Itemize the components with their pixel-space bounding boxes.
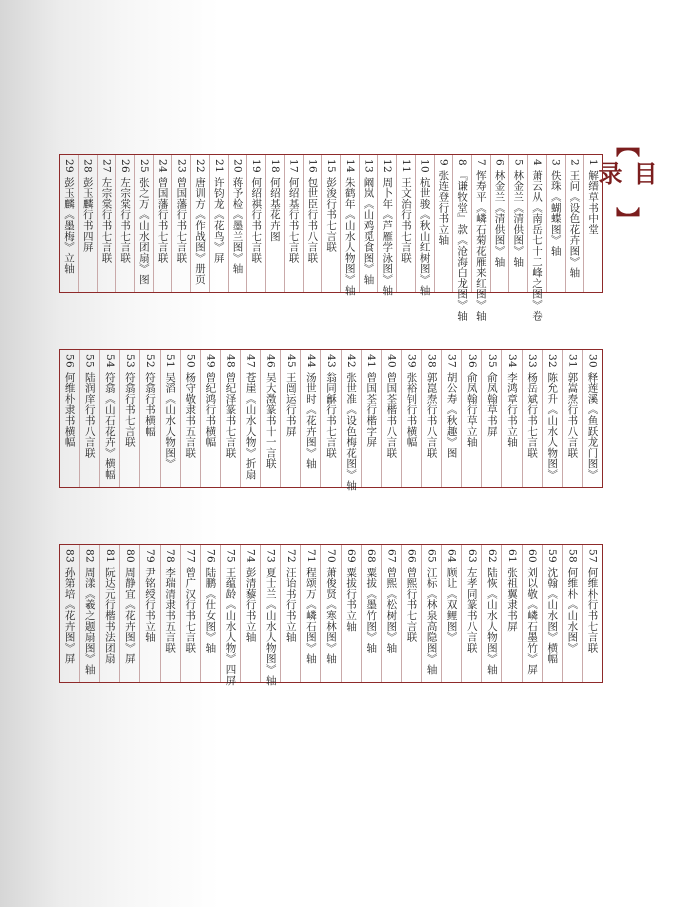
toc-entry-text: 33 杨岳斌行书七言联 xyxy=(526,354,539,458)
toc-entry[interactable] xyxy=(320,545,340,682)
toc-entry[interactable] xyxy=(481,350,501,487)
toc-entry-text: 40 曾国荃楷书八言联 xyxy=(385,354,398,458)
toc-entry-text: 51 吴滔《山水人物图》 xyxy=(164,354,177,469)
toc-entry-text: 5 林金兰《清供图》轴 xyxy=(512,159,525,267)
toc-entry-text: 70 萧俊贤《寒林图》轴 xyxy=(325,549,338,664)
toc-entry-text: 23 曾国藩行书七言联 xyxy=(175,159,188,263)
toc-entry-text: 62 陆恢《山水人物图》轴 xyxy=(485,549,498,675)
toc-entry-text: 58 何维朴《山水图》 xyxy=(566,549,579,653)
toc-entry[interactable] xyxy=(153,155,172,292)
toc-entry[interactable] xyxy=(542,545,562,682)
toc-entry-text: 25 张之万《山水团扇》图 xyxy=(137,159,150,285)
title-text: 目录 xyxy=(594,161,658,189)
toc-entry[interactable] xyxy=(421,350,441,487)
toc-entry[interactable] xyxy=(546,155,565,292)
toc-entry-text: 2 王问《设色花卉图》轴 xyxy=(568,159,581,278)
toc-entry-text: 21 许钧龙《花鸟》屏 xyxy=(212,159,225,263)
toc-entry[interactable] xyxy=(300,350,320,487)
toc-entry[interactable] xyxy=(415,155,434,296)
toc-entry-text: 52 符翕行书横幅 xyxy=(144,354,157,437)
toc-entry[interactable] xyxy=(228,155,247,292)
toc-entry[interactable] xyxy=(115,155,134,292)
toc-entry-text: 81 阮达元行楷书法团扇 xyxy=(103,549,116,664)
toc-entry-text: 15 彭浚行书七言联 xyxy=(325,159,338,253)
toc-entry[interactable] xyxy=(481,545,501,682)
title-bracket-open: 【 xyxy=(611,133,641,161)
toc-entry[interactable] xyxy=(461,350,481,487)
toc-entry-text: 43 翁同龢行书七言联 xyxy=(325,354,338,458)
toc-entry-text: 46 吴大澂篆书十一言联 xyxy=(264,354,277,469)
toc-entry-text: 65 江标《林泉高隐图》轴 xyxy=(425,549,438,675)
toc-entry[interactable] xyxy=(78,155,97,292)
toc-entry-text: 10 杭世骏《秋山红树图》轴 xyxy=(418,159,431,296)
toc-entry-text: 69 粟拔行书立轴 xyxy=(345,549,358,632)
toc-entry[interactable] xyxy=(280,545,300,682)
toc-entry-text: 59 沈翰《山水图》横幅 xyxy=(546,549,559,664)
toc-entry-text: 48 曾纪泽篆书七言联 xyxy=(224,354,237,458)
toc-section-2 xyxy=(59,349,603,491)
toc-entry[interactable] xyxy=(341,350,361,491)
toc-entry-text: 42 张世准《设色梅花图》轴 xyxy=(345,354,358,491)
toc-entry[interactable] xyxy=(280,350,300,487)
toc-entry[interactable] xyxy=(160,545,180,682)
toc-entry[interactable] xyxy=(361,545,381,682)
toc-entry[interactable] xyxy=(522,545,542,682)
toc-entry[interactable] xyxy=(139,350,159,487)
toc-entry-text: 63 左孝同篆书八言联 xyxy=(465,549,478,653)
toc-entry[interactable] xyxy=(320,350,340,487)
toc-entry-text: 7 恽寿平《嶙石菊花雁来红图》轴 xyxy=(474,159,487,321)
toc-entry-text: 53 符翕行书七言联 xyxy=(123,354,136,448)
toc-entry[interactable] xyxy=(501,350,521,487)
toc-entry-text: 55 陆润庠行书八言联 xyxy=(83,354,96,458)
toc-entry-text: 11 王文治行书七言联 xyxy=(399,159,412,263)
toc-entry[interactable] xyxy=(119,350,139,487)
toc-entry[interactable] xyxy=(265,155,284,292)
toc-entry[interactable] xyxy=(97,155,116,292)
toc-entry-text: 49 曾纪鸿行书横幅 xyxy=(204,354,217,448)
toc-entry[interactable] xyxy=(209,155,228,292)
toc-entry[interactable] xyxy=(260,350,280,487)
toc-entry[interactable] xyxy=(303,155,322,292)
toc-entry[interactable] xyxy=(583,155,602,292)
toc-entry[interactable] xyxy=(340,155,359,296)
toc-entry[interactable] xyxy=(119,545,139,682)
toc-entry-text: 24 曾国藩行书七言联 xyxy=(156,159,169,263)
toc-entry[interactable] xyxy=(99,545,119,682)
toc-entry-text: 28 彭玉麟行书四屏 xyxy=(81,159,94,253)
toc-entry-text: 41 曾国荃行楷字屏 xyxy=(365,354,378,448)
toc-entry-text: 9 张连登行书立轴 xyxy=(437,159,450,246)
toc-entry[interactable] xyxy=(200,350,220,487)
title-bracket-close: 】 xyxy=(611,207,641,235)
toc-entry-text: 36 俞凤翰行草立轴 xyxy=(465,354,478,448)
toc-entry[interactable] xyxy=(260,545,280,686)
toc-entry[interactable] xyxy=(452,155,471,321)
toc-entry[interactable] xyxy=(60,545,79,682)
toc-entry-text: 14 朱鹤年《山水人物图》轴 xyxy=(343,159,356,296)
toc-entry[interactable] xyxy=(200,545,220,682)
toc-entry[interactable] xyxy=(180,350,200,487)
toc-entry-text: 30 释莲溪《鱼跃龙门图》 xyxy=(586,354,599,480)
toc-entry-text: 61 张祖翼隶书屏 xyxy=(506,549,518,632)
toc-entry[interactable] xyxy=(134,155,153,292)
toc-entry-text: 79 尹铭绶行书立轴 xyxy=(144,549,157,643)
toc-entry-text: 68 粟拔《墨竹图》轴 xyxy=(365,549,378,653)
toc-entry-text: 22 唐训方《作战图》册页 xyxy=(194,159,207,285)
toc-entry-text: 72 汪诒书行书立轴 xyxy=(284,549,297,643)
toc-entry[interactable] xyxy=(171,155,190,292)
toc-entry-text: 82 周漾《羲之题扇图》轴 xyxy=(83,549,96,675)
toc-entry-text: 39 张裕钊行书横幅 xyxy=(405,354,418,448)
toc-entry-text: 26 左宗棠行书七言联 xyxy=(119,159,132,263)
toc-entry-text: 37 胡公寿《秋趣》图 xyxy=(445,354,458,458)
toc-entry[interactable] xyxy=(180,545,200,682)
toc-entry-text: 78 李瑞清隶书五言联 xyxy=(164,549,177,653)
toc-entry[interactable] xyxy=(582,545,602,682)
toc-entry-text: 16 包世臣行书八言联 xyxy=(306,159,319,263)
toc-entry[interactable] xyxy=(508,155,527,292)
toc-entry[interactable] xyxy=(60,350,79,487)
toc-entry-text: 44 汤世时《花卉图》轴 xyxy=(304,354,317,469)
toc-entry[interactable] xyxy=(359,155,378,292)
toc-entry-text: 8 『谦牧堂』款《沧海白龙图》轴 xyxy=(456,159,469,321)
toc-entry[interactable] xyxy=(321,155,340,292)
toc-entry-text: 83 孙第培《花卉图》屏 xyxy=(63,549,76,664)
toc-entry[interactable] xyxy=(377,155,396,296)
toc-entry-text: 18 何绍基花卉图 xyxy=(268,159,281,242)
toc-entry[interactable] xyxy=(246,155,265,292)
toc-entry-text: 47 苍崖《山水人物》折扇 xyxy=(244,354,257,480)
toc-entry-text: 60 刘以敬《嶙石墨竹》屏 xyxy=(526,549,539,675)
toc-entry-text: 34 李鸿章行书立轴 xyxy=(506,354,518,448)
toc-entry[interactable] xyxy=(220,350,240,487)
toc-entry[interactable] xyxy=(565,155,584,292)
toc-section-3 xyxy=(59,544,603,686)
toc-section-1 xyxy=(59,154,603,321)
toc-entry[interactable] xyxy=(582,350,602,487)
toc-entry-text: 77 曾广汉行书七言联 xyxy=(184,549,197,653)
toc-entry-text: 35 俞凤翰草书屏 xyxy=(485,354,498,437)
toc-entry-text: 32 陈允升《山水人物图》 xyxy=(546,354,559,480)
toc-entry[interactable] xyxy=(441,350,461,487)
toc-entry[interactable] xyxy=(190,155,209,292)
toc-entry[interactable] xyxy=(501,545,521,682)
toc-entry-text: 4 萧云从《南岳七十二峰之图》卷 xyxy=(530,159,543,321)
toc-entry-text: 50 杨守敬隶书五言联 xyxy=(184,354,197,458)
toc-entry-text: 3 佚珠《蝴蝶图》轴 xyxy=(549,159,562,257)
toc-entry-text: 17 何绍基行书七言联 xyxy=(287,159,300,263)
toc-entry-text: 71 程颂万《嶙石图》轴 xyxy=(304,549,317,664)
toc-entry[interactable] xyxy=(542,350,562,487)
toc-entry-text: 76 陆鹏《仕女图》轴 xyxy=(204,549,217,653)
toc-entry[interactable] xyxy=(401,545,421,682)
toc-entry[interactable] xyxy=(401,350,421,487)
toc-entry[interactable] xyxy=(490,155,509,292)
toc-entry[interactable] xyxy=(471,155,490,321)
toc-entry[interactable] xyxy=(160,350,180,487)
toc-entry[interactable] xyxy=(240,350,260,487)
toc-entry-text: 45 王闿运行书屏 xyxy=(284,354,297,437)
toc-entry-text: 38 郭崑焘行书八言联 xyxy=(425,354,438,458)
toc-entry[interactable] xyxy=(434,155,453,292)
toc-entry-text: 67 曾熙《松树图》轴 xyxy=(385,549,398,653)
toc-entry-text: 19 何绍祺行书七言联 xyxy=(250,159,263,263)
toc-entry[interactable] xyxy=(300,545,320,682)
toc-title xyxy=(594,133,658,235)
toc-entry[interactable] xyxy=(79,350,99,487)
toc-entry[interactable] xyxy=(421,545,441,682)
toc-entry-text: 56 何维朴隶书横幅 xyxy=(63,354,76,448)
toc-entry-text: 54 符翕《山石花卉》横幅 xyxy=(103,354,116,480)
toc-entry-text: 1 解缙草书中堂 xyxy=(587,159,600,235)
toc-entry[interactable] xyxy=(139,545,159,682)
toc-entry-text: 80 周静宜《花卉图》屏 xyxy=(123,549,136,664)
toc-entry-text: 6 林金兰《清供图》轴 xyxy=(493,159,506,267)
toc-entry-text: 29 彭玉麟《墨梅》立轴 xyxy=(63,159,76,274)
toc-entry[interactable] xyxy=(381,350,401,487)
toc-entry[interactable] xyxy=(441,545,461,682)
toc-entry[interactable] xyxy=(522,350,542,487)
toc-entry[interactable] xyxy=(220,545,240,686)
toc-entry[interactable] xyxy=(99,350,119,487)
toc-entry[interactable] xyxy=(562,350,582,487)
toc-entry[interactable] xyxy=(381,545,401,682)
toc-entry[interactable] xyxy=(562,545,582,682)
toc-entry-text: 66 曾熙行书七言联 xyxy=(405,549,418,643)
toc-entry[interactable] xyxy=(341,545,361,682)
toc-entry-text: 27 左宗棠行书七言联 xyxy=(100,159,113,263)
toc-entry[interactable] xyxy=(240,545,260,682)
toc-entry[interactable] xyxy=(284,155,303,292)
toc-entry-text: 64 顾让《双鲤图》 xyxy=(445,549,458,643)
toc-entry[interactable] xyxy=(527,155,546,321)
toc-entry-text: 13 阚岚《山鸡觅食图》轴 xyxy=(362,159,375,285)
toc-entry-text: 75 王蕴龄《山水人物》四屏 xyxy=(224,549,237,686)
toc-entry-text: 73 夏士兰《山水人物图》轴 xyxy=(264,549,277,686)
toc-entry[interactable] xyxy=(461,545,481,682)
toc-entry-text: 20 蒋予检《墨兰图》轴 xyxy=(231,159,244,274)
toc-entry[interactable] xyxy=(79,545,99,682)
toc-entry-text: 12 周卜年《芦雁学泳图》轴 xyxy=(381,159,394,296)
toc-entry[interactable] xyxy=(60,155,78,292)
toc-entry-text: 57 何维朴行书七言联 xyxy=(586,549,599,653)
toc-entry[interactable] xyxy=(396,155,415,292)
toc-entry-text: 31 郭嵩焘行书八言联 xyxy=(566,354,579,458)
toc-entry-text: 74 彭清藜行书立轴 xyxy=(244,549,257,643)
toc-entry[interactable] xyxy=(361,350,381,487)
